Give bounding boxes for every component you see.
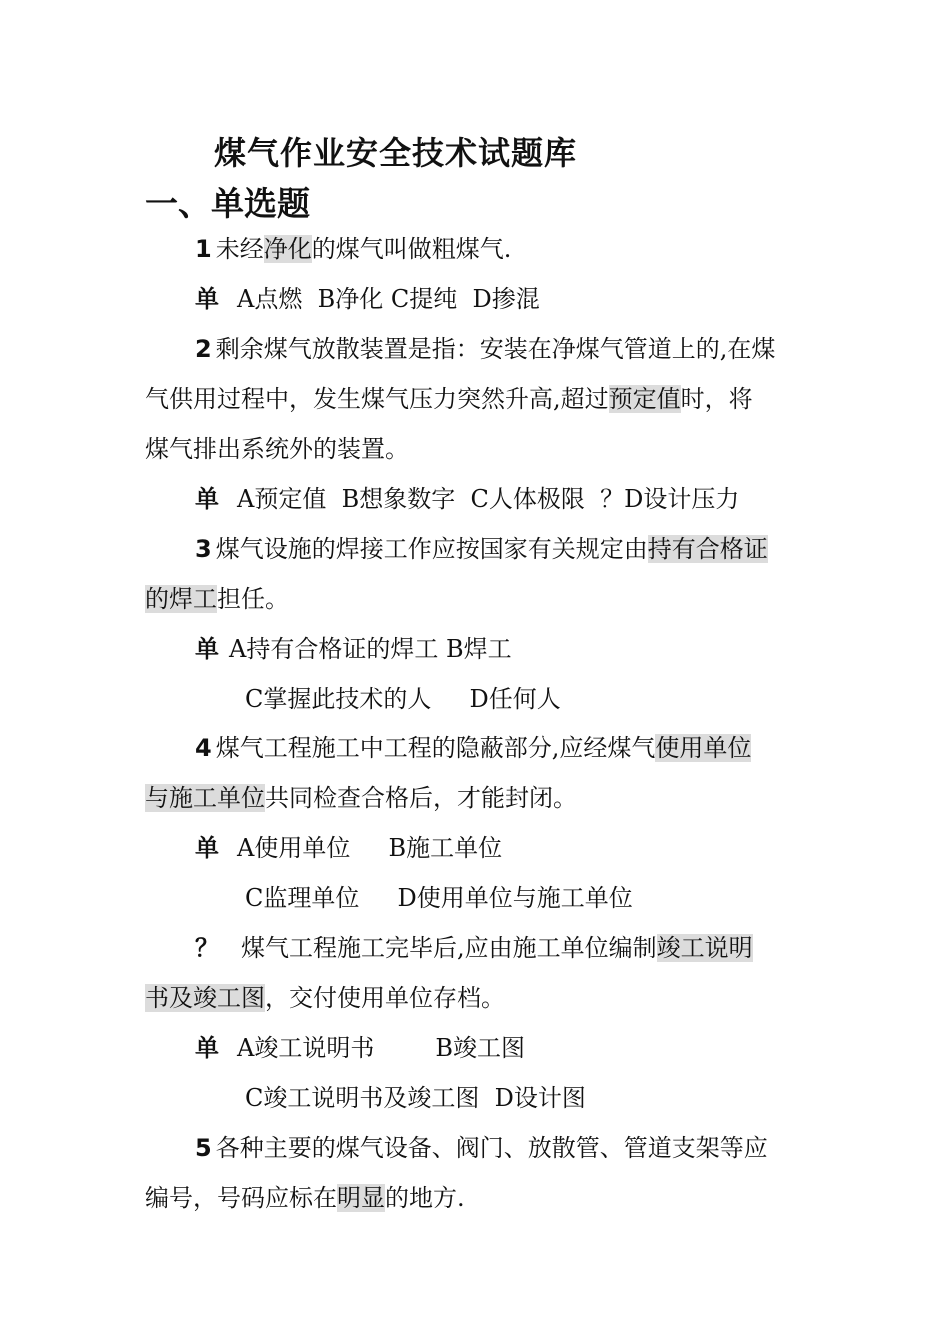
options-text: A竣工说明书 B竣工图 (237, 1034, 525, 1062)
question-text: 共同检查合格后，才能封闭。 (265, 784, 577, 812)
question-5 (195, 1131, 768, 1165)
options-text: A点燃 B净化 C提纯 D掺混 (237, 285, 540, 313)
answer-highlight: 明显 (337, 1184, 385, 1212)
question-number: 2 (195, 335, 212, 363)
question-number: 3 (195, 535, 212, 563)
question-text: 编号，号码应标在 (145, 1184, 337, 1212)
question-number: 1 (195, 235, 212, 263)
question-3-line-2 (145, 582, 289, 616)
question-text: 各种主要的煤气设备、阀门、放散管、管道支架等应 (215, 1134, 768, 1162)
question-5-line-2 (145, 1181, 465, 1215)
answer-highlight: 与施工单位 (145, 784, 265, 812)
option-label: 单 (195, 635, 219, 663)
question-text: ，交付使用单位存档。 (265, 984, 505, 1012)
question-2-options (195, 482, 739, 516)
question-2 (195, 332, 775, 366)
question-4-line-2 (145, 781, 577, 815)
question-text: 的煤气叫做粗煤气. (311, 235, 512, 263)
question-unnumbered-options (195, 1031, 525, 1065)
option-label: 单 (195, 485, 219, 513)
question-text: 剩余煤气放散装置是指：安装在净煤气管道上的,在煤 (215, 335, 776, 363)
option-label: 单 (195, 1034, 219, 1062)
question-4-options (195, 831, 502, 865)
question-text: 煤气设施的焊接工作应按国家有关规定由 (215, 535, 648, 563)
answer-highlight: 使用单位 (655, 734, 752, 762)
option-label: 单 (195, 285, 219, 313)
question-text: 煤气工程施工完毕后,应由施工单位编制 (241, 934, 657, 962)
question-text: 煤气排出系统外的装置。 (145, 435, 409, 463)
question-number: 4 (195, 734, 212, 762)
options-text: A持有合格证的焊工 B焊工 (229, 635, 512, 663)
question-text: 未经 (215, 235, 264, 263)
question-text: 气供用过程中，发生煤气压力突然升高,超过 (145, 385, 609, 413)
question-unnumbered-line-2 (145, 981, 505, 1015)
question-4 (195, 731, 751, 765)
options-text: A预定值 B想象数字 C人体极限 ？D设计压力 (237, 485, 740, 513)
answer-highlight: 持有合格证 (647, 535, 768, 563)
question-3-options-line-2 (245, 682, 561, 716)
options-text: C掌握此技术的人 D任何人 (245, 685, 561, 713)
question-2-line-2 (145, 382, 753, 416)
question-1-options (195, 282, 540, 316)
question-number: ？ (195, 934, 219, 962)
question-3 (195, 532, 768, 566)
question-number: 5 (195, 1134, 212, 1162)
question-text: 煤气工程施工中工程的隐蔽部分,应经煤气 (215, 734, 656, 762)
question-text: 担任。 (217, 585, 289, 613)
answer-highlight: 预定值 (608, 385, 681, 413)
question-3-options (195, 632, 512, 666)
options-text: C竣工说明书及竣工图 D设计图 (245, 1084, 586, 1112)
options-text: A使用单位 B施工单位 (237, 834, 503, 862)
answer-highlight: 的焊工 (145, 585, 217, 613)
options-text: C监理单位 D使用单位与施工单位 (245, 884, 633, 912)
option-label: 单 (195, 834, 219, 862)
question-unnumbered (195, 931, 753, 965)
question-text: 时，将 (680, 385, 753, 413)
question-1 (195, 232, 511, 266)
question-unnumbered-options-line-2 (245, 1081, 586, 1115)
question-4-options-line-2 (245, 881, 633, 915)
answer-highlight: 净化 (263, 235, 312, 263)
document-title: 煤气作业安全技术试题库 (214, 134, 578, 172)
answer-highlight: 竣工说明 (656, 934, 753, 962)
question-text: 的地方. (385, 1184, 465, 1212)
section-heading: 一、单选题 (145, 184, 310, 223)
question-2-line-3 (145, 432, 409, 466)
answer-highlight: 书及竣工图 (145, 984, 265, 1012)
